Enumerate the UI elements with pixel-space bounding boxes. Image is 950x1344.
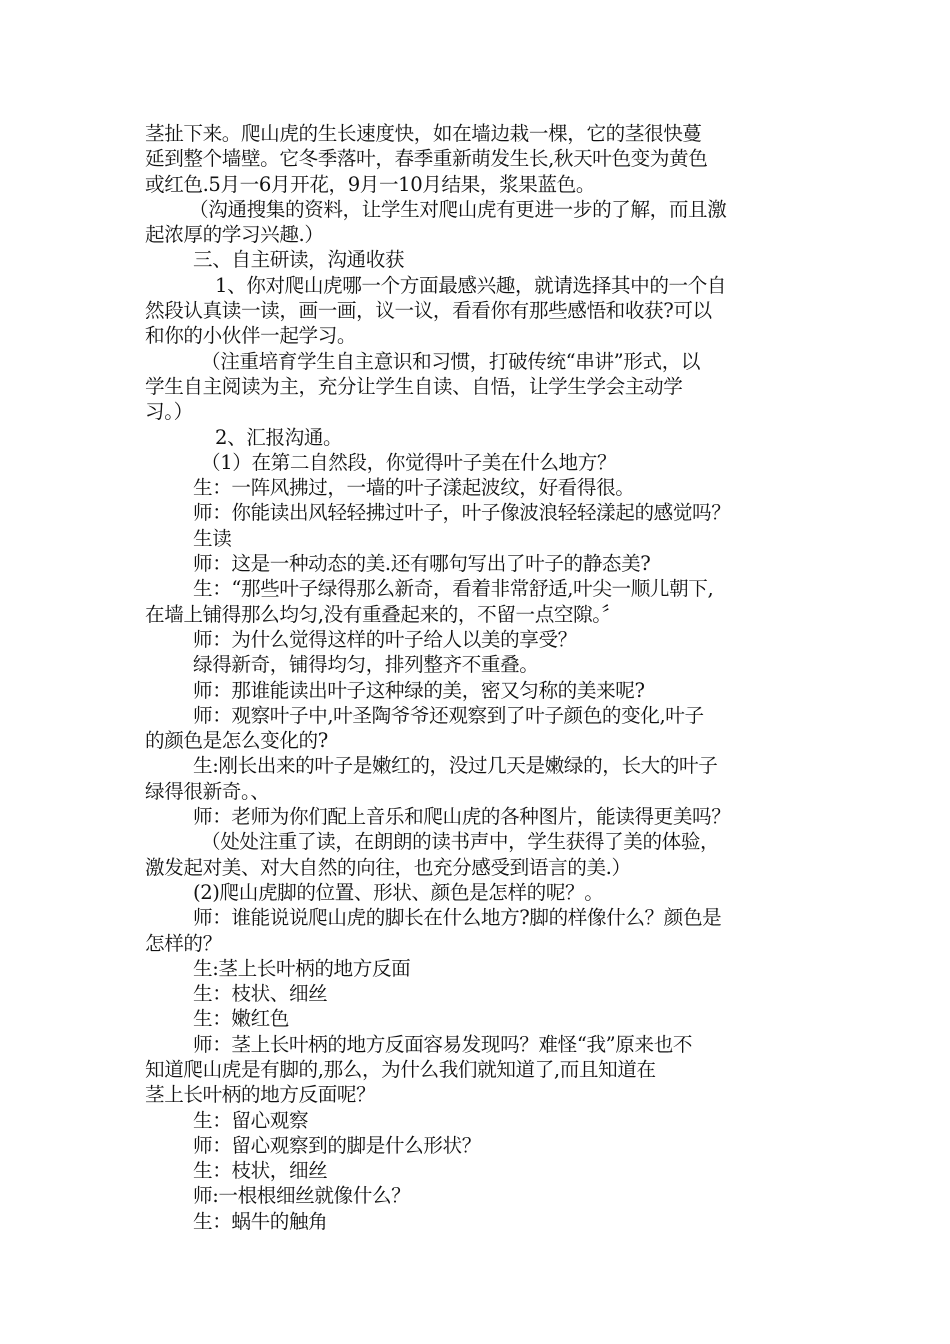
dialogue-line: 师：你能读出风轻轻拂过叶子，叶子像波浪轻轻漾起的感觉吗？ [193,501,731,525]
dialogue-line: 生：嫩红色 [193,1007,289,1031]
text-line: 怎样的？ [145,931,222,955]
dialogue-line: 生：“那些叶子绿得那么新奇，看着非常舒适,叶尖一顺儿朝下, [193,577,714,601]
dialogue-line: 师：留心观察到的脚是什么形状？ [193,1133,481,1157]
dialogue-line: 师：老师为你们配上音乐和爬山虎的各种图片，能读得更美吗？ [193,805,731,829]
dialogue-line: 生:刚长出来的叶子是嫩红的，没过几天是嫩绿的，长大的叶子 [193,754,718,778]
text-line: 在墙上铺得那么均匀,没有重叠起来的，不留一点空隙。〞 [145,602,621,626]
text-line: 和你的小伙伴一起学习。 [145,324,357,348]
dialogue-line: 师：那谁能读出叶子这种绿的美，密又匀称的美来呢? [193,678,645,702]
dialogue-line: 生：蜗牛的触角 [193,1209,328,1233]
dialogue-line: 师:一根根细丝就像什么？ [193,1184,411,1208]
dialogue-line: 生：枝状、细丝 [193,982,328,1006]
dialogue-line: 师：观察叶子中,叶圣陶爷爷还观察到了叶子颜色的变化,叶子 [193,703,704,727]
section-heading: 三、自主研读，沟通收获 [193,248,405,272]
dialogue-line: 师：这是一种动态的美.还有哪句写出了叶子的静态美? [193,552,651,576]
text-line: 起浓厚的学习兴趣.） [145,223,324,247]
text-line: （沟通搜集的资料，让学生对爬山虎有更进一步的了解，而且激 [189,197,727,221]
text-line: （注重培育学生自主意识和习惯，打破传统“串讲”形式，以 [201,349,701,373]
subsection-heading: 2、汇报沟通。 [215,425,343,449]
text-line: 茎上长叶柄的地方反面呢？ [145,1083,376,1107]
text-line: 绿得新奇，铺得均匀，排列整齐不重叠。 [193,653,539,677]
text-line: 延到整个墙壁。它冬季落叶，春季重新萌发生长,秋天叶色变为黄色 [145,147,708,171]
text-line: 1、你对爬山虎哪一个方面最感兴趣，就请选择其中的一个自 [215,273,727,297]
dialogue-line: 生：一阵风拂过，一墙的叶子漾起波纹，好看得很。 [193,476,635,500]
text-line: 的颜色是怎么变化的? [145,729,328,753]
text-line: （1）在第二自然段，你觉得叶子美在什么地方？ [201,450,617,474]
dialogue-line: 生：枝状，细丝 [193,1159,328,1183]
text-line: 或红色.5月一6月开花，9月一10月结果，浆果蓝色。 [145,172,596,196]
text-line: 习。） [145,400,193,424]
text-line: 绿得很新奇。、 [145,779,270,803]
text-line: 茎扯下来。爬山虎的生长速度快，如在墙边栽一棵，它的茎很快蔓 [145,122,702,145]
lesson-text-body [145,121,813,1234]
dialogue-line: 师：谁能说说爬山虎的脚长在什么地方?脚的样像什么？颜色是 [193,906,722,930]
dialogue-line: 师：为什么觉得这样的叶子给人以美的享受？ [193,627,577,651]
text-line: 激发起对美、对大自然的向往，也充分感受到语言的美.） [145,855,631,879]
text-line: （处处注重了读，在朗朗的读书声中，学生获得了美的体验， [201,830,720,854]
dialogue-line: 生读 [193,526,232,550]
text-line: 知道爬山虎是有脚的,那么，为什么我们就知道了,而且知道在 [145,1057,656,1081]
text-line: 学生自主阅读为主，充分让学生自读、自悟，让学生学会主动学 [145,374,683,398]
subsection-heading: (2)爬山虎脚的位置、形状、颜色是怎样的呢？。 [193,880,604,904]
dialogue-line: 生：留心观察 [193,1108,309,1132]
dialogue-line: 生:茎上长叶柄的地方反面 [193,956,411,980]
text-line: 然段认真读一读，画一画，议一议，看看你有那些感悟和收获?可以 [145,299,712,323]
dialogue-line: 师：茎上长叶柄的地方反面容易发现吗？难怪“我”原来也不 [193,1032,693,1056]
